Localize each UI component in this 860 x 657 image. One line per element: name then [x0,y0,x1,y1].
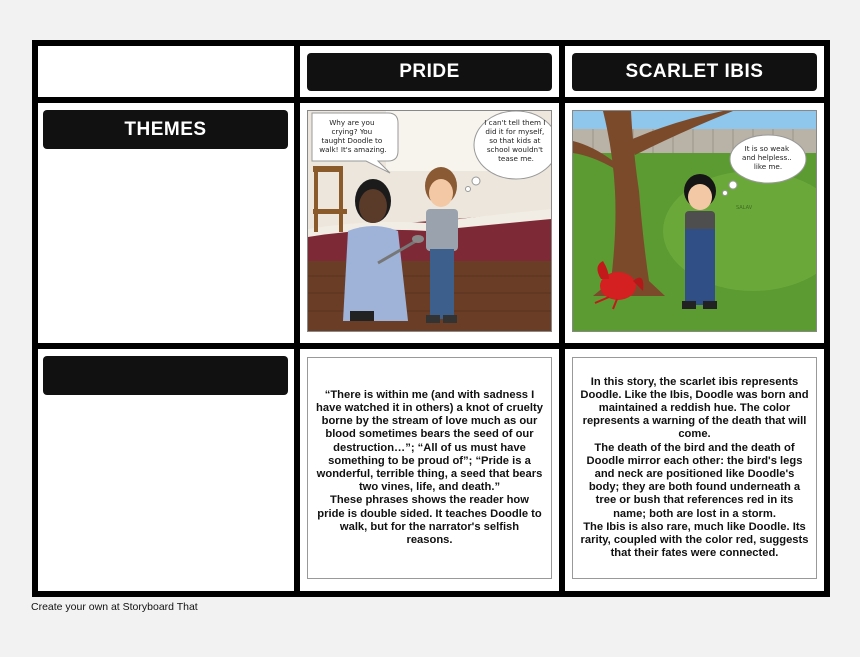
cell-pride-text [300,349,559,591]
cell-second-label [38,349,294,591]
cell-pride-scene [300,103,559,343]
row-title-themes: THEMES [43,110,288,149]
storyboard-grid [32,40,830,597]
cell-ibis-text [565,349,824,591]
footer-credit[interactable]: Create your own at Storyboard That [31,601,198,613]
ground-sign-text: SALAV [736,205,753,211]
bubble-right-text: I can't tell them I did it for myself, so that kids at school wouldn't tease me. [484,118,546,163]
cell-top-left [38,46,294,97]
pride-description-box [307,357,552,579]
ibis-description-box [572,357,817,579]
row-title-empty [43,356,288,395]
thought-bubble-text: It is so weak and helpless.. like me. [741,144,792,171]
ibis-description-text: In this story, the scarlet ibis represents Doodle. Like the Ibis, Doodle was born and maintained a reddish hue. The color represents a warning of the death that will come. The death of the bird and the death of Doodle mirror each other: the bird's legs and neck are positioned like Doodle's body; they are both found underneath a tree or bush that references red in its name; both are lost in a storm. The Ibis is also rare, much like Doodle. Its rarity, coupled with the color red, suggests that their fates were connected. [580,375,809,560]
bubble-left-text: Why are you crying? You taught Doodle to walk! It's amazing. [319,118,387,154]
cell-pride-header [300,46,559,97]
cell-ibis-scene [565,103,824,343]
scene-pride-image [307,110,552,332]
column-title-scarlet-ibis: SCARLET IBIS [572,53,817,91]
ibis-illustration [573,111,816,331]
cell-ibis-header [565,46,824,97]
pride-description-text: “There is within me (and with sadness I have watched it in others) a knot of cruelty borne by the stream of love much as our blood sometimes bears the seed of our destruction…”; “All of us must have something to be proud of”; “Pride is a wonderful, terrible thing, a seed that bears two vines, life, and death.” These phrases shows the reader how pride is double sided. It teaches Doodle to walk, but for the narrator's selfish reasons. [316,388,543,547]
scene-ibis-image [572,110,817,332]
column-title-pride: PRIDE [307,53,552,91]
cell-themes-label [38,103,294,343]
pride-illustration [308,111,551,331]
